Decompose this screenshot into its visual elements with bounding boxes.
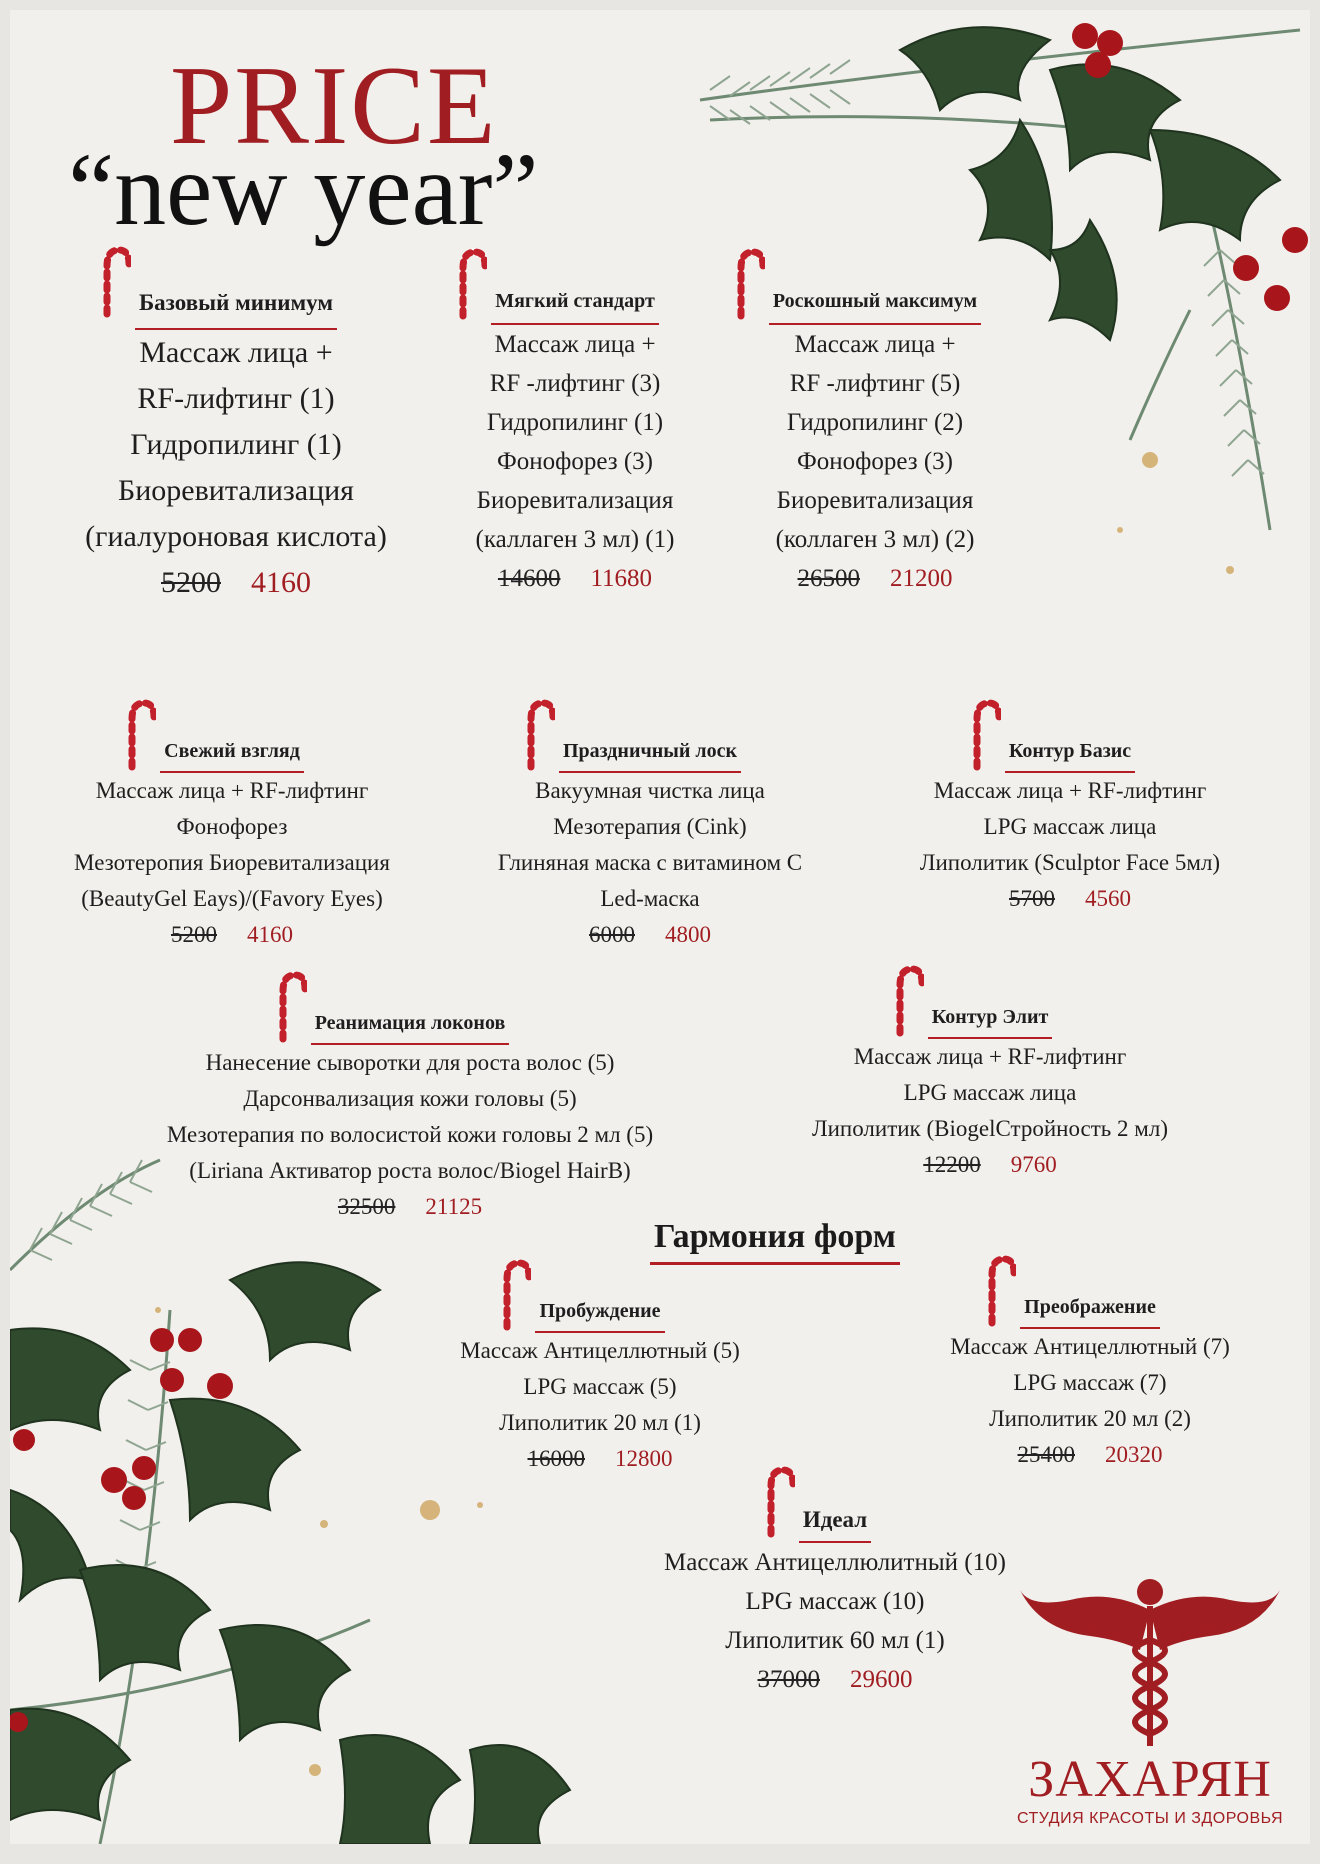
package-line: LPG массаж (10) (745, 1588, 925, 1615)
package-probuzhdenie (420, 1292, 780, 1477)
package-line: Led-маска (600, 886, 700, 911)
package-line: Гидропилинг (1) (130, 428, 342, 461)
package-title-text: Пробуждение (539, 1300, 661, 1322)
package-line: LPG массаж (7) (1013, 1370, 1167, 1395)
price-list-page (10, 10, 1310, 1844)
package-line: Массаж лица + RF-лифтинг (95, 778, 369, 803)
package-line: Вакуумная чистка лица (535, 778, 765, 803)
package-title (799, 1500, 871, 1543)
package-line: Гидропилинг (1) (486, 409, 664, 436)
package-line: Липолитик 20 мл (2) (989, 1406, 1191, 1431)
package-kontur-bazis (870, 732, 1270, 917)
package-title-text: Реанимация локонов (314, 1012, 506, 1034)
package-myagkiy (420, 280, 730, 598)
candy-cane-icon (890, 963, 924, 1037)
old-price: 26500 (797, 565, 860, 592)
package-line: Биоревитализация (776, 487, 974, 514)
new-price: 21200 (890, 565, 953, 592)
brand-logo (1000, 1570, 1300, 1830)
title-new-year: “new year” (68, 132, 539, 247)
old-price: 5700 (1009, 886, 1055, 911)
package-line: Мезотерапия (Cink) (553, 814, 747, 839)
new-price: 4160 (247, 922, 293, 947)
package-title-text: Базовый минимум (138, 290, 334, 315)
new-price: 9760 (1010, 1152, 1057, 1177)
package-line: Биоревитализация (118, 474, 354, 507)
new-price: 4800 (665, 922, 711, 947)
candy-cane-icon (273, 969, 307, 1043)
candy-cane-icon (967, 697, 1001, 771)
package-line: Гидропилинг (2) (786, 409, 964, 436)
package-price (420, 559, 730, 598)
package-reanimaciya (100, 1004, 720, 1225)
package-title (1020, 1289, 1160, 1329)
package-line: LPG массаж лица (903, 1080, 1077, 1105)
old-price: 5200 (161, 566, 221, 599)
package-price (870, 881, 1270, 917)
package-line: Нанесение сыворотки для роста волос (5) (205, 1050, 615, 1075)
package-title-text: Мягкий стандарт (495, 290, 655, 312)
old-price: 6000 (589, 922, 635, 947)
package-price (910, 1437, 1270, 1473)
candy-cane-icon (982, 1253, 1016, 1327)
package-title (311, 1005, 510, 1045)
package-title (491, 282, 659, 325)
package-price (420, 1441, 780, 1477)
package-title-text: Роскошный максимум (772, 290, 978, 312)
old-price: 32500 (337, 1194, 396, 1219)
package-price (450, 917, 850, 953)
package-title-text: Праздничный лоск (562, 740, 738, 762)
section-title: Гармония форм (650, 1218, 900, 1265)
package-title-text: Свежий взгляд (164, 740, 300, 762)
package-line: Массаж лица + RF-лифтинг (933, 778, 1207, 803)
package-ideal (620, 1500, 1050, 1699)
package-title-text: Идеал (802, 1507, 868, 1532)
new-price: 4160 (251, 566, 311, 599)
package-line: LPG массаж лица (983, 814, 1157, 839)
package-line: Фонофорез (176, 814, 288, 839)
package-line: RF-лифтинг (1) (137, 382, 335, 415)
package-bazovy (56, 278, 416, 606)
package-line: LPG массаж (5) (523, 1374, 677, 1399)
package-line: Массаж Антицеллютный (5) (460, 1338, 740, 1363)
package-price (56, 560, 416, 606)
brand-name: ЗАХАРЯН (1028, 1751, 1272, 1808)
candy-cane-icon (122, 697, 156, 771)
old-price: 37000 (757, 1666, 820, 1693)
package-line: Липолитик (Sculptor Face 5мл) (919, 850, 1221, 875)
package-title-text: Контур Базис (1008, 740, 1132, 762)
candy-cane-icon (497, 1257, 531, 1331)
new-price: 11680 (590, 565, 653, 592)
package-line: Фонофорез (3) (496, 448, 653, 475)
package-line: Липолитик 20 мл (1) (499, 1410, 701, 1435)
package-line: RF -лифтинг (3) (489, 370, 661, 397)
package-title (928, 999, 1053, 1039)
old-price: 12200 (923, 1152, 981, 1177)
package-roskoshny (720, 280, 1030, 598)
package-price (720, 559, 1030, 598)
candy-cane-icon (97, 244, 131, 318)
candy-cane-icon (453, 246, 487, 320)
brand-tagline: СТУДИЯ КРАСОТЫ И ЗДОРОВЬЯ (1016, 1810, 1283, 1827)
package-svezhiy (32, 732, 432, 953)
candy-cane-icon (761, 1464, 795, 1538)
package-line: Биоревитализация (476, 487, 674, 514)
package-line: (коллаген 3 мл) (2) (775, 526, 975, 553)
new-price: 21125 (425, 1194, 483, 1219)
package-line: Мезотерапия по волосистой кожи головы 2 мл (5) (166, 1122, 654, 1147)
package-line: Массаж лица + (494, 331, 656, 358)
package-line: (каллаген 3 мл) (1) (475, 526, 675, 553)
package-line: RF -лифтинг (5) (789, 370, 961, 397)
old-price: 5200 (171, 922, 217, 947)
package-line: Дарсонвализация кожи головы (5) (243, 1086, 577, 1111)
old-price: 25400 (1017, 1442, 1075, 1467)
package-price (620, 1660, 1050, 1699)
package-title (160, 733, 304, 773)
package-line: Массаж Антицеллютный (7) (950, 1334, 1230, 1359)
package-line: Липолитик (BiogelСтройность 2 мл) (812, 1116, 1168, 1141)
new-price: 20320 (1105, 1442, 1163, 1467)
old-price: 14600 (497, 565, 561, 592)
new-price: 29600 (850, 1666, 913, 1693)
package-line: Массаж лица + (139, 336, 333, 369)
package-title (535, 1293, 664, 1333)
package-title-text: Преображение (1024, 1296, 1156, 1318)
package-line: (BeautyGel Eays)/(Favory Eyes) (81, 886, 383, 911)
package-title (559, 733, 741, 773)
package-preobrazhenie (910, 1288, 1270, 1473)
new-price: 4560 (1085, 886, 1131, 911)
package-line: Фонофорез (3) (796, 448, 953, 475)
candy-cane-icon (731, 246, 765, 320)
package-line: (гиалуроновая кислота) (85, 520, 387, 553)
package-line: Массаж Антицеллюлитный (10) (664, 1549, 1006, 1576)
package-kontur-elit (750, 998, 1230, 1183)
package-line: Липолитик 60 мл (1) (725, 1627, 945, 1654)
package-title (769, 282, 981, 325)
package-price (750, 1147, 1230, 1183)
package-line: Массаж лица + (794, 331, 956, 358)
package-price (100, 1189, 720, 1225)
old-price: 16000 (527, 1446, 585, 1471)
package-title (1005, 733, 1135, 773)
package-price (32, 917, 432, 953)
package-line: Массаж лица + RF-лифтинг (853, 1044, 1127, 1069)
package-title-text: Контур Элит (931, 1006, 1049, 1028)
caduceus-icon (1000, 1570, 1300, 1750)
package-line: Глиняная маска с витамином С (497, 850, 803, 875)
package-title (135, 280, 337, 330)
candy-cane-icon (521, 697, 555, 771)
new-price: 12800 (615, 1446, 673, 1471)
title-price: PRICE (170, 44, 498, 168)
package-prazdnichny (450, 732, 850, 953)
package-line: (Liriana Активатор роста волос/Biogel HairB) (189, 1158, 631, 1183)
package-line: Мезотеропия Биоревитализация (74, 850, 390, 875)
